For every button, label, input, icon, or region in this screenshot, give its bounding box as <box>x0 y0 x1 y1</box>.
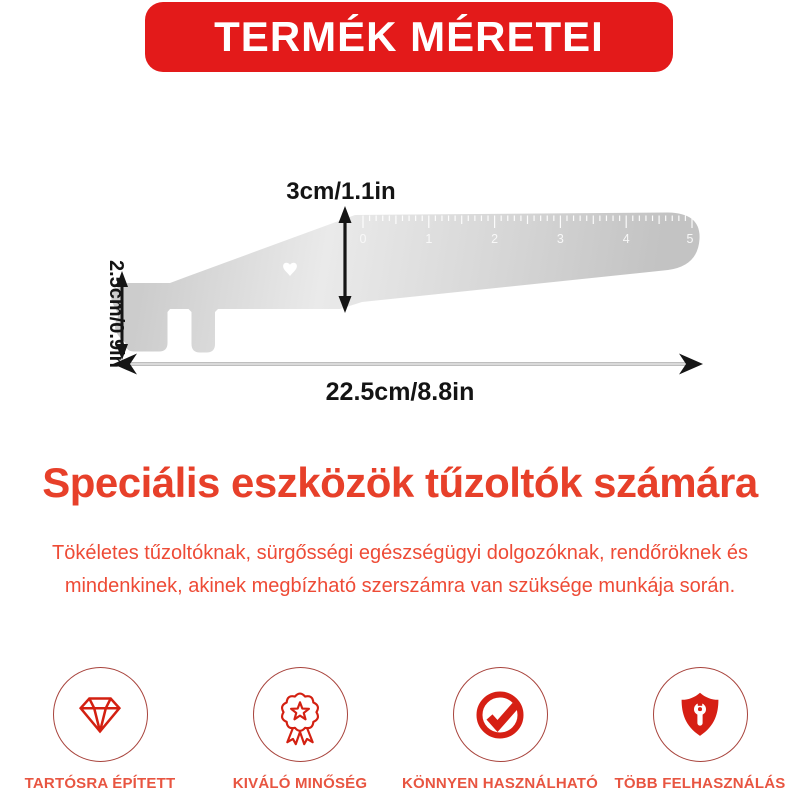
badge-circle <box>453 667 548 762</box>
tool-illustration <box>111 213 699 353</box>
badge-label: TÖBB FELHASZNÁLÁS <box>614 775 786 792</box>
handle-height-label: 2.5cm/0.9in <box>105 260 127 368</box>
medal-icon <box>269 684 331 746</box>
description-line: mindenkinek, akinek megbízható szerszámra van szüksége munkája során. <box>64 575 736 597</box>
badge-durable <box>0 667 200 792</box>
badge-easy-use <box>400 667 600 792</box>
ruler-number: 5 <box>686 232 694 246</box>
total-length-arrow <box>113 354 703 375</box>
badge-circle <box>253 667 348 762</box>
blade-width-label: 3cm/1.1in <box>286 178 396 205</box>
diamond-icon <box>69 684 131 746</box>
badge-multi-use <box>600 667 800 792</box>
badge-label: KIVÁLÓ MINŐSÉG <box>232 775 368 792</box>
check-circle-icon <box>468 683 532 747</box>
description <box>0 537 800 603</box>
badge-label: TARTÓSRA ÉPÍTETT <box>24 775 176 792</box>
ruler-number: 0 <box>359 232 367 246</box>
total-length-label: 22.5cm/8.8in <box>325 378 475 406</box>
shield-wrench-icon <box>669 684 731 746</box>
ruler-number: 4 <box>622 232 630 246</box>
ruler-number: 1 <box>425 232 433 246</box>
badge-label: KÖNNYEN HASZNÁLHATÓ <box>401 775 599 792</box>
banner-title: TERMÉK MÉRETEI <box>214 13 604 60</box>
ruler-number: 2 <box>491 232 499 246</box>
ruler-number: 3 <box>556 232 564 246</box>
badge-circle <box>653 667 748 762</box>
description-line: Tökéletes tűzoltóknak, sürgősségi egészségügyi dolgozóknak, rendőröknek és <box>52 542 748 564</box>
badge-quality <box>200 667 400 792</box>
feature-badges-row <box>0 667 800 792</box>
badge-circle <box>53 667 148 762</box>
page-title: Speciális eszközök tűzoltók számára <box>42 459 758 506</box>
